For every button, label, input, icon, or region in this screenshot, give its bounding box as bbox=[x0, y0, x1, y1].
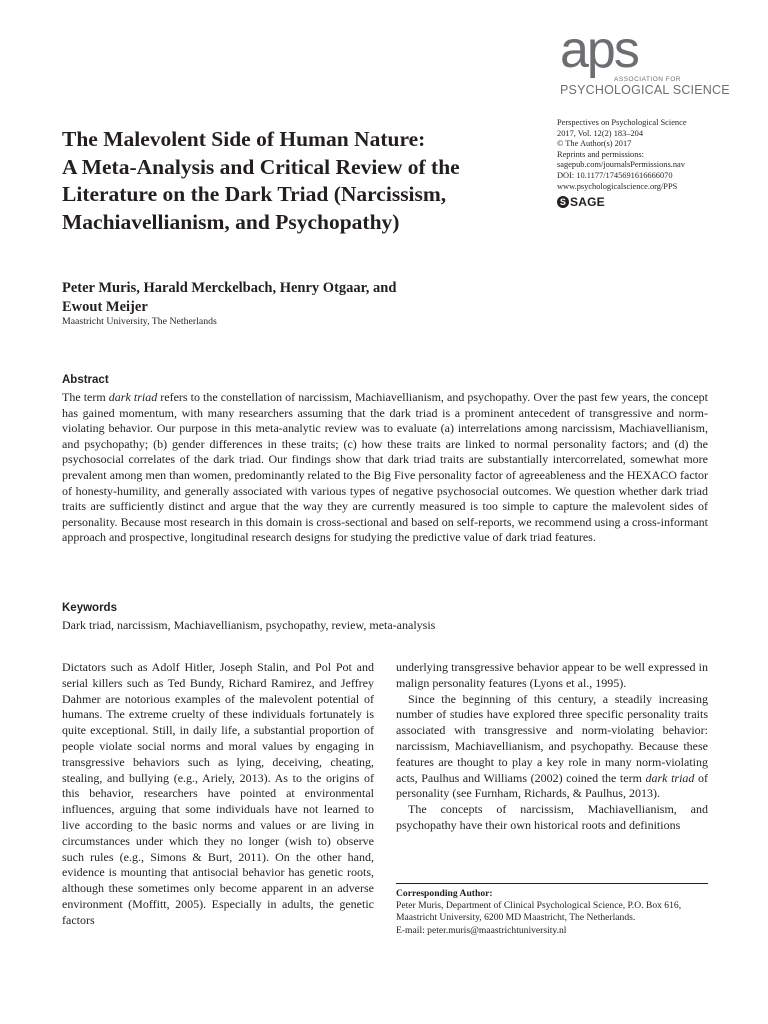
body-paragraph: underlying transgressive behavior appear to be well expressed in malign personality features (Lyons et al., 1995). bbox=[396, 660, 708, 690]
author-line: Ewout Meijer bbox=[62, 299, 148, 315]
corresponding-email[interactable]: E-mail: peter.muris@maastrichtuniversity.nl bbox=[396, 924, 567, 936]
body-text: Since the beginning of this century, a steadily increasing number of studies have explored three specific personality traits associated with transgressive and norm-violating behavior: narcissism, Machiavellianism, and psychopathy. Because these features are thought to play a key role in many norm-violating acts, Paulhus and Williams (2002) coined the term bbox=[396, 691, 708, 785]
corresponding-line: Maastricht University, 6200 MD Maastricht, The Netherlands. bbox=[396, 912, 636, 924]
abstract-text bbox=[62, 390, 708, 546]
body-paragraph bbox=[396, 692, 708, 803]
body-column-right bbox=[396, 660, 708, 834]
sage-logo bbox=[557, 196, 757, 208]
journal-reprints: Reprints and permissions: bbox=[557, 149, 645, 159]
title-line: Machiavellianism, and Psychopathy) bbox=[62, 209, 400, 234]
body-column-left bbox=[62, 660, 374, 929]
corresponding-line: Peter Muris, Department of Clinical Psychological Science, P.O. Box 616, bbox=[396, 900, 682, 912]
aps-logo-association: ASSOCIATION FOR bbox=[614, 76, 681, 83]
body-paragraph: Dictators such as Adolf Hitler, Joseph Stalin, and Pol Pot and serial killers such as Ted Bundy, Richard Ramirez, and Jeffrey Dahmer are notorious examples of the malevolent potential of humans. The extreme cruelty of these individuals fortunately is quite exceptional. Still, in daily life, a substantial proportion of people violate social norms and moral values by engaging in transgressive behaviors such as lying, deceiving, cheating, stealing, and bullying (e.g., Ariely, 2013). As to the origins of this behavior, researchers have pointed at environmental influences, arguing that some individuals have not learned to live according to the basic norms and values or are living in circumstances under which they no longer (wish to) observe such rules (e.g., Simons & Burt, 2011). On the other hand, evidence is mounting that antisocial behavior has genetic roots, although these sometimes only become apparent in an adverse environment (Moffitt, 2005). Especially in adults, the genetic factors bbox=[62, 660, 374, 927]
abstract-post: refers to the constellation of narcissism, Machiavellianism, and psychopathy. Over the past few years, the concept has gained momentum, with many researchers assuming that the dark triad is a prominent antecedent of transgressive and norm-violating behavior. Our purpose in this meta-analytic review was to evaluate (a) interrelations among narcissism, Machiavellianism, and psychopathy; (b) gender differences in these traits; (c) how these traits are linked to normal personality factors; and (d) the psychosocial correlates of the dark triad. Our findings show that dark triad traits are substantially intercorrelated, somewhat more prevalent among men than women, predominantly related to the Big Five personality factor of agreeableness and the HEXACO factor of honesty-humility, and generally associated with various types of negative psychosocial outcomes. We question whether dark triad traits are sufficiently distinct and argue that the way they are currently measured is too simple to capture the malevolent sides of personality. Because most research in this domain is cross-sectional and based on self-reports, we recommend using a cross-informant approach and prospective, longitudinal research designs for studying the predictive value of dark triad features. bbox=[62, 390, 708, 545]
corresponding-heading: Corresponding Author: bbox=[396, 888, 493, 899]
article-title bbox=[62, 126, 542, 236]
title-line: A Meta-Analysis and Critical Review of the bbox=[62, 154, 460, 179]
sage-logo-text: SAGE bbox=[570, 194, 605, 209]
aps-logo bbox=[560, 21, 730, 97]
journal-url[interactable]: www.psychologicalscience.org/PPS bbox=[557, 181, 678, 191]
body-paragraph: The concepts of narcissism, Machiavellianism, and psychopathy have their own historical roots and definitions bbox=[396, 802, 708, 832]
journal-meta bbox=[557, 118, 757, 208]
journal-doi[interactable]: DOI: 10.1177/1745691616666070 bbox=[557, 170, 673, 180]
journal-copyright: © The Author(s) 2017 bbox=[557, 139, 632, 149]
body-text: of personality (see Furnham, Richards, & Paulhus, 2013). bbox=[396, 770, 708, 801]
keywords-text: Dark triad, narcissism, Machiavellianism, psychopathy, review, meta-analysis bbox=[62, 618, 436, 632]
title-line: The Malevolent Side of Human Nature: bbox=[62, 127, 426, 151]
aps-logo-mark: aps bbox=[560, 21, 638, 79]
abstract-pre: The term bbox=[62, 390, 109, 404]
journal-permissions-link[interactable]: sagepub.com/journalsPermissions.nav bbox=[557, 160, 685, 170]
sage-circle-icon: S bbox=[557, 196, 569, 208]
journal-volume: 2017, Vol. 12(2) 183–204 bbox=[557, 128, 644, 138]
abstract-term: dark triad bbox=[108, 390, 158, 404]
abstract-heading: Abstract bbox=[62, 374, 109, 386]
keywords-heading: Keywords bbox=[62, 602, 117, 614]
affiliation: Maastricht University, The Netherlands bbox=[62, 316, 217, 327]
footnote-divider bbox=[396, 883, 708, 884]
body-term: dark triad bbox=[645, 770, 695, 785]
aps-logo-name: PSYCHOLOGICAL SCIENCE bbox=[560, 83, 730, 97]
author-list bbox=[62, 279, 482, 317]
journal-name: Perspectives on Psychological Science bbox=[557, 118, 687, 127]
author-line: Peter Muris, Harald Merckelbach, Henry Otgaar, and bbox=[62, 280, 397, 296]
corresponding-author bbox=[396, 888, 708, 937]
title-line: Literature on the Dark Triad (Narcissism, bbox=[62, 182, 447, 206]
